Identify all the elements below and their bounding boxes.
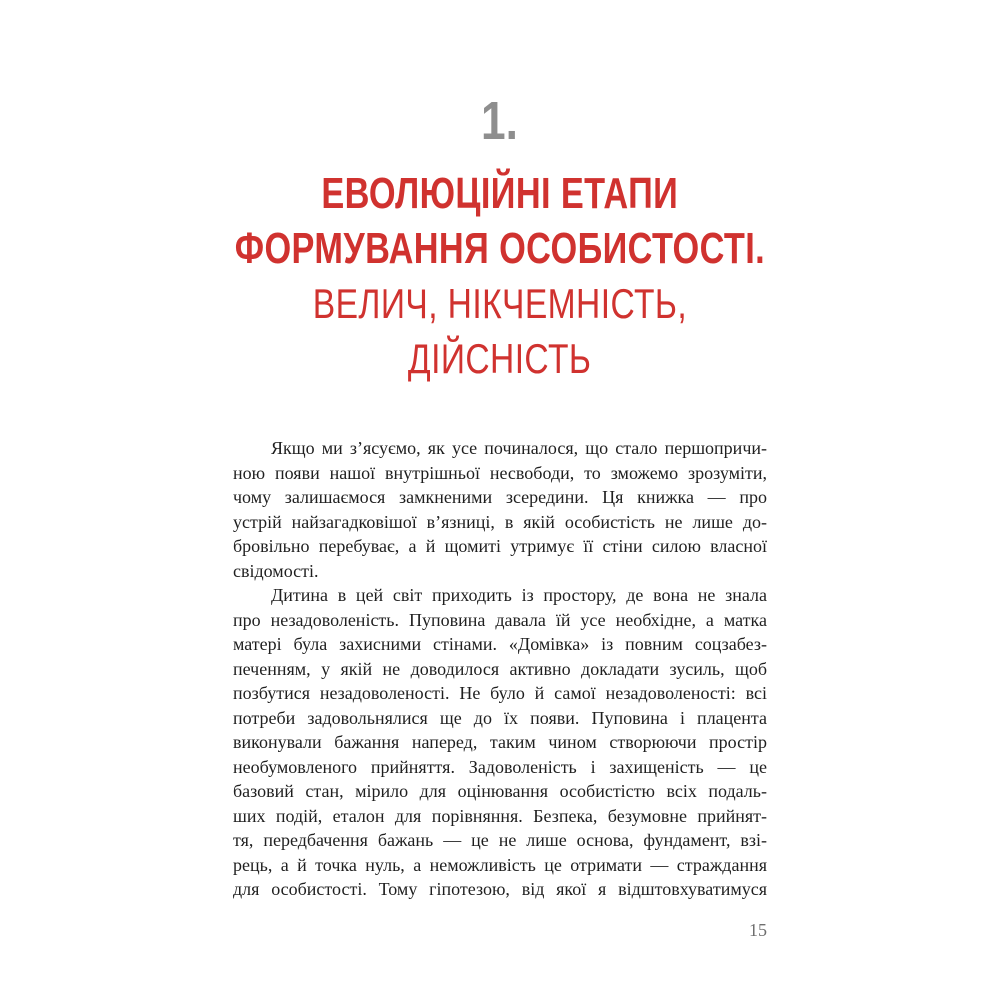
text-line: Якщо ми зʼясуємо, як усе починалося, що стало першопричи- <box>271 438 767 458</box>
chapter-title-text-1: ЕВОЛЮЦІЙНІ ЕТАПИ <box>321 169 679 218</box>
text-line: печенням, у якій не доводилося активно докладати зусиль, щоб <box>233 658 767 679</box>
chapter-title-text-2: ФОРМУВАННЯ ОСОБИСТОСТІ. <box>234 224 766 273</box>
text-line: бровільно перебуває, а й щомиті утримує її стіни силою власної <box>233 536 767 556</box>
text-line: необумовленого прийняття. Задоволеність і захищеність — це <box>233 756 767 777</box>
text-line: Дитина в цей світ приходить із простору, де вона не знала <box>271 585 767 605</box>
text-line: ших подій, еталон для порівняння. Безпека, безумовне прийнят- <box>233 805 767 826</box>
text-line: виконували бажання наперед, таким чином створюючи простір <box>233 732 767 752</box>
chapter-title-line-1 <box>0 166 1000 221</box>
chapter-subtitle-text-1: ВЕЛИЧ, НІКЧЕМНІСТЬ, <box>312 280 688 327</box>
text-line: позбутися незадоволеності. Не було й самої незадоволеності: всі <box>233 683 767 703</box>
chapter-subtitle-text-2: ДІЙСНІСТЬ <box>408 335 592 382</box>
chapter-subtitle-line-2 <box>0 331 1000 386</box>
text-line: устрій найзагадковішої вʼязниці, в якій особистість не лише до- <box>233 511 767 532</box>
body-text <box>233 436 767 902</box>
text-line: ною появи нашої внутрішньої несвободи, то зможемо зрозуміти, <box>233 462 767 483</box>
text-line: матері була захисними стінами. «Домівка» із повним соцзабез- <box>233 634 767 654</box>
text-line: про незадоволеність. Пуповина давала їй усе необхідне, а матка <box>233 609 767 630</box>
page-number: 15 <box>749 920 767 940</box>
chapter-title-line-2 <box>0 221 1000 276</box>
text-line: для особистості. Тому гіпотезою, від якої я відштовхуватимуся <box>233 879 767 899</box>
text-line: потреби задовольнялися ще до їх появи. Пуповина і плацента <box>233 707 767 728</box>
text-line: чому залишаємося замкненими зсередини. Ця книжка — про <box>233 487 767 507</box>
chapter-subtitle-line-1 <box>0 276 1000 331</box>
paragraph <box>233 583 767 902</box>
chapter-header <box>0 92 1000 386</box>
chapter-number-text: 1. <box>481 91 519 151</box>
text-line: рець, а й точка нуль, а неможливість це отримати — страждання <box>233 854 767 875</box>
chapter-number <box>0 92 1000 150</box>
text-line: свідомості. <box>233 560 319 581</box>
paragraph <box>233 436 767 583</box>
text-line: тя, передбачення бажань — це не лише основа, фундамент, взі- <box>233 830 767 850</box>
text-line: базовий стан, мірило для оцінювання особистістю всіх подаль- <box>233 781 767 801</box>
